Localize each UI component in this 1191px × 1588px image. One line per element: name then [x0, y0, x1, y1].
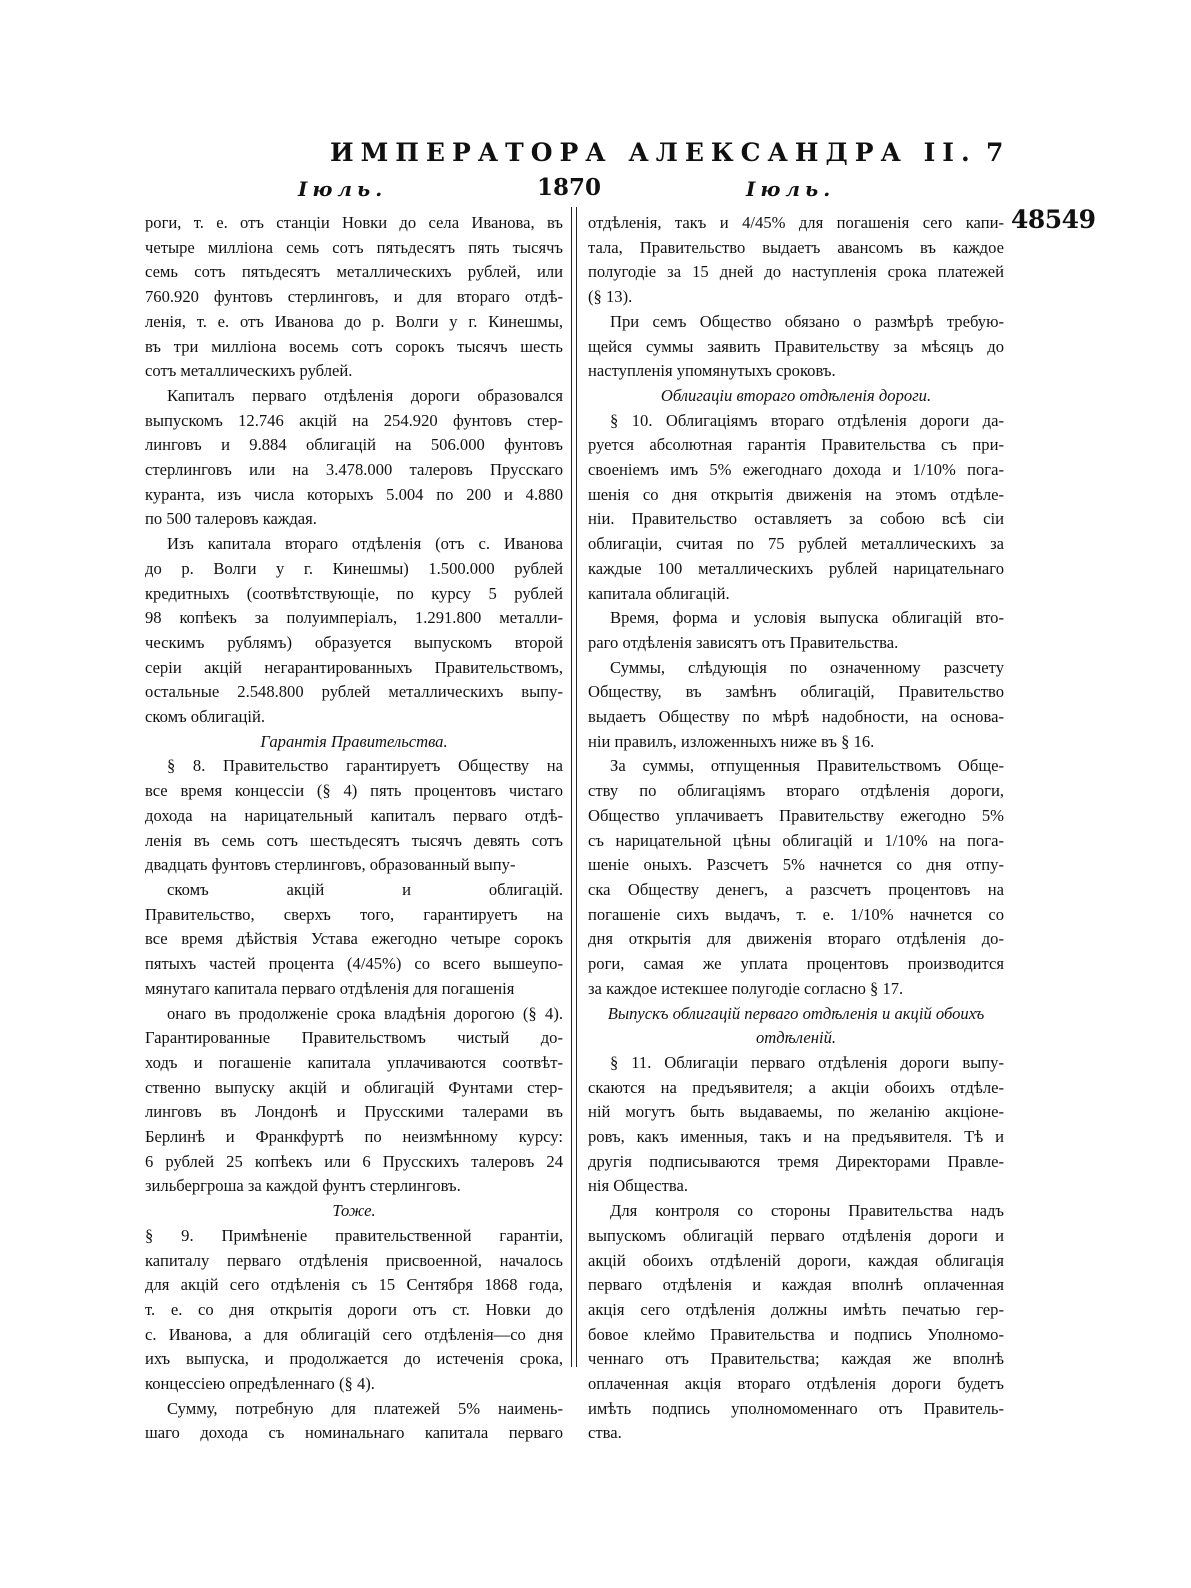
text-line: ленія въ семь сотъ шестьдесятъ тысячъ девять сотъ: [145, 830, 563, 850]
text-line: шаго дохода съ номинальнаго капитала перваго: [145, 1423, 563, 1443]
running-title: ИМПЕРАТОРА АЛЕКСАНДРА II.: [330, 138, 977, 167]
text-line: капитала облигацій.: [588, 583, 730, 603]
text-line: 6 рублей 25 копѣекъ или 6 Прусскихъ талеровъ 24: [145, 1151, 563, 1171]
text-line: все время дѣйствія Устава ежегодно четыре сорокъ: [145, 929, 563, 949]
text-line: ніи правилъ, изложенныхъ ниже въ § 16.: [588, 731, 875, 751]
text-line: для акцій сего отдѣленія съ 15 Сентября 1868 года,: [145, 1275, 563, 1295]
section-heading: Выпускъ облигацій перваго отдѣленія и акцій обоихъ: [607, 1003, 985, 1023]
text-line: четыре милліона семь сотъ пятьдесятъ пять тысячъ: [145, 237, 563, 257]
text-line: двадцать фунтовъ стерлинговъ, образованный выпу-: [145, 855, 516, 875]
right-column: [588, 211, 1004, 1446]
text-line: роги, самая же уплата процентовъ производится: [588, 954, 1004, 974]
text-line: За суммы, отпущенныя Правительствомъ Обще-: [610, 756, 1004, 776]
text-line: имѣть подпись уполномоменнаго отъ Правитель-: [588, 1398, 1004, 1418]
text-line: дня открытія для движенія втораго отдѣленія до-: [588, 929, 1004, 949]
text-line: погашеніе сихъ выдачъ, т. е. 1/10% начнется со: [588, 904, 1004, 924]
text-line: линговъ въ Лондонѣ и Прусскими талерами въ: [145, 1102, 563, 1122]
text-line: Капиталъ перваго отдѣленія дороги образовался: [167, 385, 563, 405]
left-column: [145, 211, 563, 1446]
text-line: все время концессіи (§ 4) пять процентовъ чистаго: [145, 781, 563, 801]
text-line: за каждое истекшее полугодіе согласно § 17.: [588, 978, 904, 998]
text-line: по 500 талеровъ каждая.: [145, 509, 317, 529]
text-line: с. Иванова, а для облигацій сего отдѣленія—со дня: [145, 1324, 563, 1344]
text-line: § 8. Правительство гарантируетъ Обществу на: [167, 756, 563, 776]
text-line: ства.: [588, 1423, 622, 1443]
text-line: каждые 100 металлическихъ рублей нарицательнаго: [588, 558, 1004, 578]
text-line: выпускомъ облигацій перваго отдѣленія дороги и: [588, 1225, 1004, 1245]
text-line: ленія, т. е. отъ Иванова до р. Волги у г. Кинешмы,: [145, 311, 563, 331]
page-number: 7: [986, 138, 1004, 167]
text-line: кредитныхъ (соотвѣтствующіе, по курсу 5 рублей: [145, 583, 563, 603]
year: 1870: [537, 174, 602, 201]
text-line: Для контроля со стороны Правительства надъ: [610, 1201, 1004, 1221]
text-line: семь сотъ пятьдесятъ металлическихъ рублей, или: [145, 262, 563, 282]
text-line: Правительство, сверхъ того, гарантируетъ на: [145, 904, 563, 924]
text-line: раго отдѣленія зависятъ отъ Правительства.: [588, 632, 899, 652]
text-line: Берлинѣ и Франкфуртѣ по неизмѣнному курсу:: [145, 1127, 563, 1147]
column-divider: [571, 207, 572, 1367]
text-line: до р. Волги у г. Кинешмы) 1.500.000 рублей: [145, 558, 563, 578]
text-line: бовое клеймо Правительства и подпись Уполномо-: [588, 1324, 1004, 1344]
text-line: скаются на предъявителя; а акціи обоихъ отдѣле-: [588, 1077, 1004, 1097]
text-line: ственно выпуску акцій и облигацій Фунтами стер-: [145, 1077, 563, 1097]
text-line: остальные 2.548.800 рублей металлическихъ выпу-: [145, 682, 563, 702]
text-line: роги, т. е. отъ станціи Новки до села Иванова, въ: [145, 213, 563, 232]
text-line: § 11. Облигаціи перваго отдѣленія дороги выпу-: [610, 1052, 1004, 1072]
text-line: стерлинговъ или на 3.478.000 талеровъ Прусскаго: [145, 460, 563, 480]
text-line: ству по облигаціямъ втораго отдѣленія дороги,: [588, 781, 1004, 801]
text-line: § 9. Примѣненіе правительственной гарантіи,: [145, 1225, 563, 1245]
text-line: выдаетъ Обществу по мѣрѣ надобности, на основа-: [588, 707, 1004, 727]
text-line: пятыхъ частей процента (4/45%) со всего вышеупо-: [145, 954, 563, 974]
text-line: ческимъ рублямъ) образуется выпускомъ второй: [145, 632, 563, 652]
text-line: Изъ капитала втораго отдѣленія (отъ с. Иванова: [167, 534, 563, 554]
text-line: мянутаго капитала перваго отдѣленія для погашенія: [145, 978, 515, 998]
text-line: щейся суммы заявить Правительству за мѣсяцъ до: [588, 336, 1004, 356]
text-line: шенія со дня открытія движенія на этомъ отдѣле-: [588, 484, 1004, 504]
text-line: нія Общества.: [588, 1176, 689, 1196]
section-heading: Облигаціи втораго отдѣленія дороги.: [660, 385, 932, 405]
text-line: въ три милліона восемь сотъ сорокъ тысячъ шесть: [145, 336, 563, 356]
text-line: Суммы, слѣдующія по означенному разсчету: [610, 657, 1004, 677]
text-line: Гарантированные Правительствомъ чистый до-: [145, 1028, 563, 1048]
text-line: линговъ и 9.884 облигацій на 506.000 фунтовъ: [145, 435, 563, 455]
section-heading: отдѣленій.: [755, 1028, 837, 1048]
text-line: ихъ выпуска, и продолжается до истеченія срока,: [145, 1349, 563, 1369]
text-line: ходъ и погашеніе капитала уплачиваются соотвѣт-: [145, 1052, 563, 1072]
text-line: руется абсолютная гарантія Правительства съ при-: [588, 435, 1004, 455]
text-line: (§ 13).: [588, 287, 633, 307]
month-left: Іюль.: [298, 177, 388, 201]
text-line: своеніемъ имъ 5% ежегоднаго дохода и 1/10% пога-: [588, 460, 1004, 480]
text-line: 760.920 фунтовъ стерлинговъ, и для втораго отдѣ-: [145, 287, 563, 307]
text-line: съ нарицательной цѣны облигацій и 1/10% на пога-: [588, 830, 1004, 850]
text-line: 98 копѣекъ за полуимперіалъ, 1.291.800 металли-: [145, 608, 563, 628]
text-line: дохода на нарицательный капиталъ перваго отдѣ-: [145, 805, 563, 825]
text-line: куранта, изъ числа которыхъ 5.004 по 200 и 4.880: [145, 484, 563, 504]
text-line: Сумму, потребную для платежей 5% наимень-: [167, 1398, 563, 1418]
text-line: акцій обоихъ отдѣленій дороги, каждая облигація: [588, 1250, 1004, 1270]
text-line: капиталу перваго отдѣленія присвоенной, началось: [145, 1250, 563, 1270]
text-line: ній могутъ быть выдаваемы, по желанію акціоне-: [588, 1102, 1004, 1122]
text-line: § 10. Облигаціямъ втораго отдѣленія дороги да-: [610, 410, 1004, 430]
text-line: шеніе оныхъ. Разсчетъ 5% начнется со дня отпу-: [588, 855, 1004, 875]
text-line: Общество уплачиваетъ Правительству ежегодно 5%: [588, 805, 1004, 825]
text-line: ска Обществу денегъ, а разсчетъ процентовъ на: [588, 879, 1004, 899]
text-line: При семъ Общество обязано о размѣрѣ требую-: [610, 311, 1004, 331]
text-line: тала, Правительство выдаетъ авансомъ въ каждое: [588, 237, 1004, 257]
text-line: наступленія упомянутыхъ сроковъ.: [588, 361, 836, 381]
month-right: Іюль.: [746, 177, 836, 201]
text-line: сотъ металлическихъ рублей.: [145, 361, 353, 381]
section-heading: Гарантія Правительства.: [260, 731, 448, 751]
text-line: Время, форма и условія выпуска облигацій вто-: [610, 608, 1004, 628]
text-line: выпускомъ 12.746 акцій на 254.920 фунтовъ стер-: [145, 410, 563, 430]
text-line: полугодіе за 15 дней до наступленія срока платежей: [588, 262, 1004, 282]
text-line: концессіею опредѣленнаго (§ 4).: [145, 1374, 375, 1394]
column-divider: [576, 207, 577, 1367]
section-heading: Тоже.: [332, 1201, 376, 1221]
text-line: другія подписываются тремя Директорами Правле-: [588, 1151, 1004, 1171]
text-line: онаго въ продолженіе срока владѣнія дорогою (§ 4).: [167, 1003, 563, 1023]
text-line: т. е. со дня открытія дороги отъ ст. Новки до: [145, 1299, 563, 1319]
law-number: 48549: [1011, 205, 1096, 234]
text-line: отдѣленія, такъ и 4/45% для погашенія сего капи-: [588, 213, 1004, 232]
text-line: ніи. Правительство оставляетъ за собою всѣ сіи: [588, 509, 1004, 529]
text-line: облигаціи, считая по 75 рублей металлическихъ за: [588, 534, 1004, 554]
text-line: зильбергроша за каждой фунтъ стерлинговъ.: [145, 1176, 461, 1196]
text-line: скомъ облигацій.: [145, 707, 265, 727]
text-line: скомъ акцій и облигацій.: [167, 879, 563, 899]
text-line: ченнаго отъ Правительства; каждая же вполнѣ: [588, 1349, 1004, 1369]
text-line: акція сего отдѣленія должны имѣть печатью гер-: [588, 1299, 1004, 1319]
text-line: ровъ, какъ именныя, такъ и на предъявителя. Тѣ и: [588, 1127, 1004, 1147]
text-line: перваго отдѣленія и каждая вполнѣ оплаченная: [588, 1275, 1004, 1295]
text-line: серіи акцій негарантированныхъ Правительствомъ,: [145, 657, 563, 677]
text-line: оплаченная акція втораго отдѣленія дороги будетъ: [588, 1374, 1004, 1394]
text-line: Обществу, въ замѣнъ облигацій, Правительство: [588, 682, 1004, 702]
